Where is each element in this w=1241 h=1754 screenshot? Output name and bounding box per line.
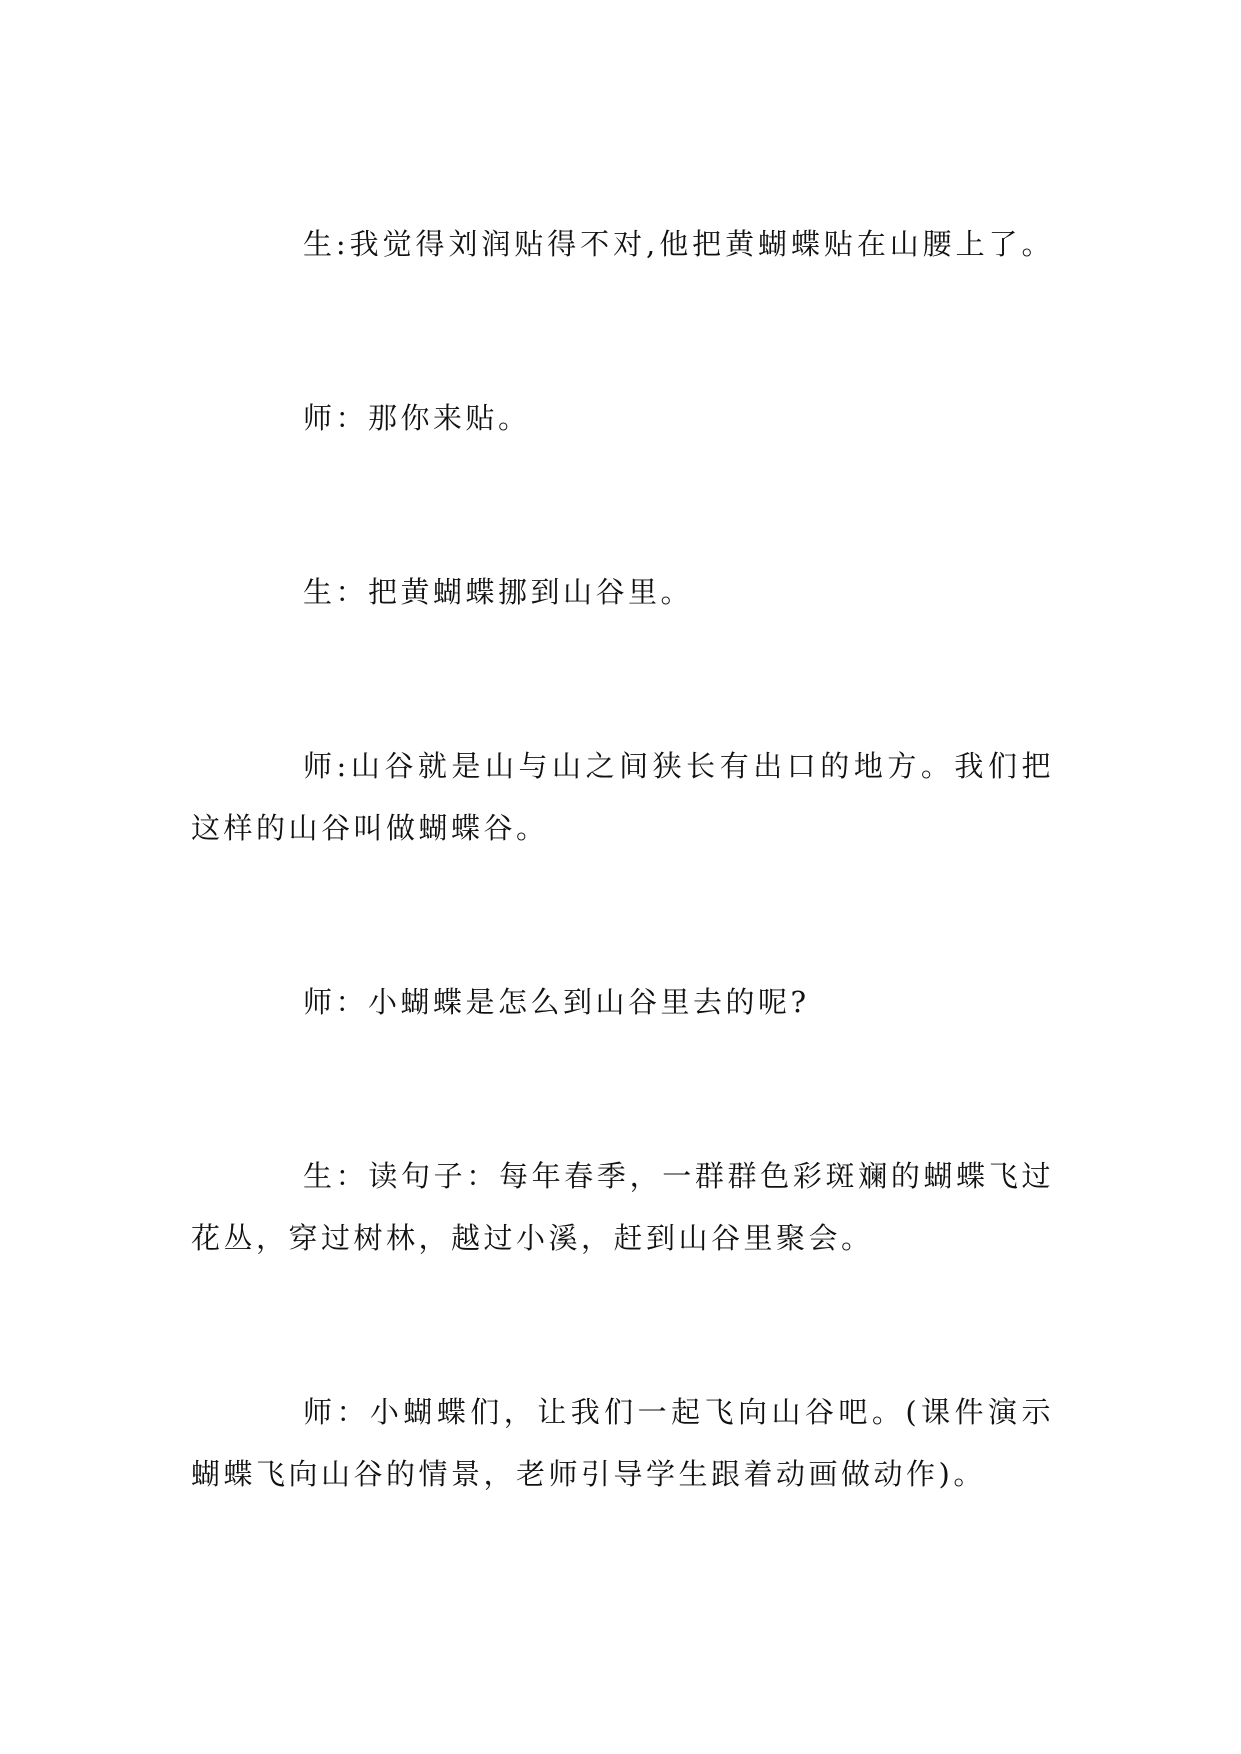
paragraph-line: 花丛，穿过树林，越过小溪，赶到山谷里聚会。 bbox=[191, 1221, 874, 1255]
document-body bbox=[191, 213, 1054, 1617]
paragraph-line: 师：那你来贴。 bbox=[303, 401, 531, 435]
paragraph-line: 生:我觉得刘润贴得不对,他把黄蝴蝶贴在山腰上了。 bbox=[303, 227, 1054, 261]
paragraph-teacher-activity bbox=[191, 1381, 1054, 1505]
paragraph-line: 生：读句子：每年春季，一群群色彩斑斓的蝴蝶飞过 bbox=[303, 1159, 1054, 1193]
paragraph-line: 生：把黄蝴蝶挪到山谷里。 bbox=[303, 575, 694, 609]
paragraph-student-comment bbox=[191, 213, 1054, 275]
paragraph-line: 蝴蝶飞向山谷的情景，老师引导学生跟着动画做动作)。 bbox=[191, 1457, 986, 1491]
paragraph-teacher-question bbox=[191, 971, 1054, 1033]
paragraph-line: 师:山谷就是山与山之间狭长有出口的地方。我们把 bbox=[303, 749, 1054, 783]
paragraph-teacher-explanation bbox=[191, 735, 1054, 859]
paragraph-student-action bbox=[191, 561, 1054, 623]
paragraph-line: 这样的山谷叫做蝴蝶谷。 bbox=[191, 811, 549, 845]
paragraph-teacher-prompt bbox=[191, 387, 1054, 449]
paragraph-line: 师：小蝴蝶们，让我们一起飞向山谷吧。(课件演示 bbox=[303, 1395, 1054, 1429]
paragraph-student-reading bbox=[191, 1145, 1054, 1269]
paragraph-line: 师：小蝴蝶是怎么到山谷里去的呢? bbox=[303, 985, 810, 1019]
